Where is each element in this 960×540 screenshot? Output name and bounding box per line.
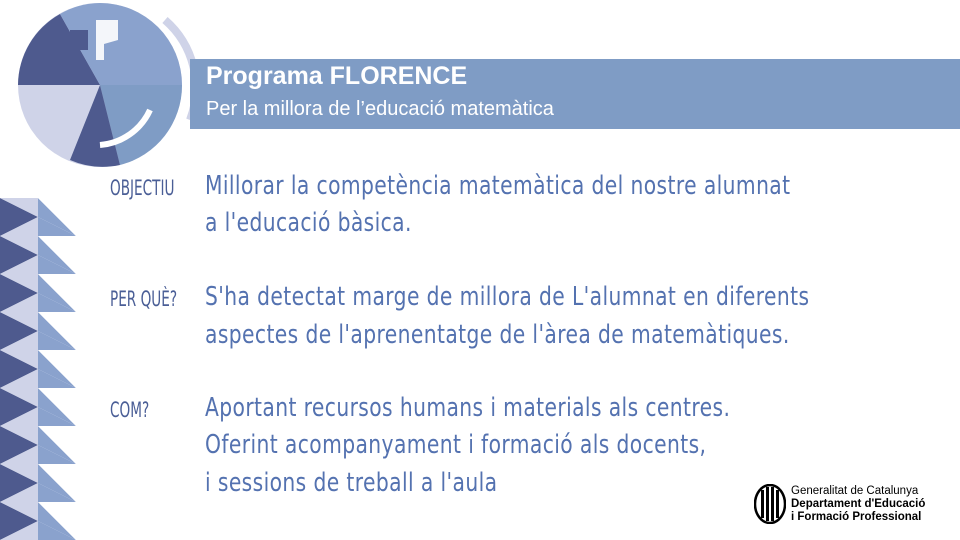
page-subtitle: Per la millora de l’educació matemàtica	[206, 98, 554, 120]
section-text-line: S'ha detectat marge de millora de L'alumnat en diferents	[205, 282, 810, 312]
gencat-line-1: Generalitat de Catalunya	[791, 485, 919, 497]
section-text-line: Millorar la competència matemàtica del nostre alumnat	[205, 171, 791, 201]
section-label-objectiu: OBJECTIU	[110, 176, 175, 200]
section-text-line: aspectes de l'aprenentatge de l'àrea de matemàtiques.	[205, 320, 790, 350]
decorative-triangle-strip	[0, 198, 80, 540]
section-text-line: Aportant recursos humans i materials als centres.	[205, 393, 731, 423]
page-title: Programa FLORENCE	[206, 62, 468, 90]
generalitat-logo	[754, 484, 944, 526]
gencat-line-3: i Formació Professional	[791, 511, 922, 523]
section-text-line: Oferint acompanyament i formació als docents,	[205, 430, 707, 460]
generalitat-emblem-icon	[754, 484, 786, 524]
gencat-line-2: Departament d'Educació	[791, 498, 926, 510]
florence-logo	[0, 0, 200, 170]
section-label-per-que: PER QUÈ?	[110, 287, 178, 311]
section-text-line: a l'educació bàsica.	[205, 208, 412, 238]
section-label-com: COM?	[110, 398, 150, 422]
section-text-line: i sessions de treball a l'aula	[205, 468, 498, 498]
